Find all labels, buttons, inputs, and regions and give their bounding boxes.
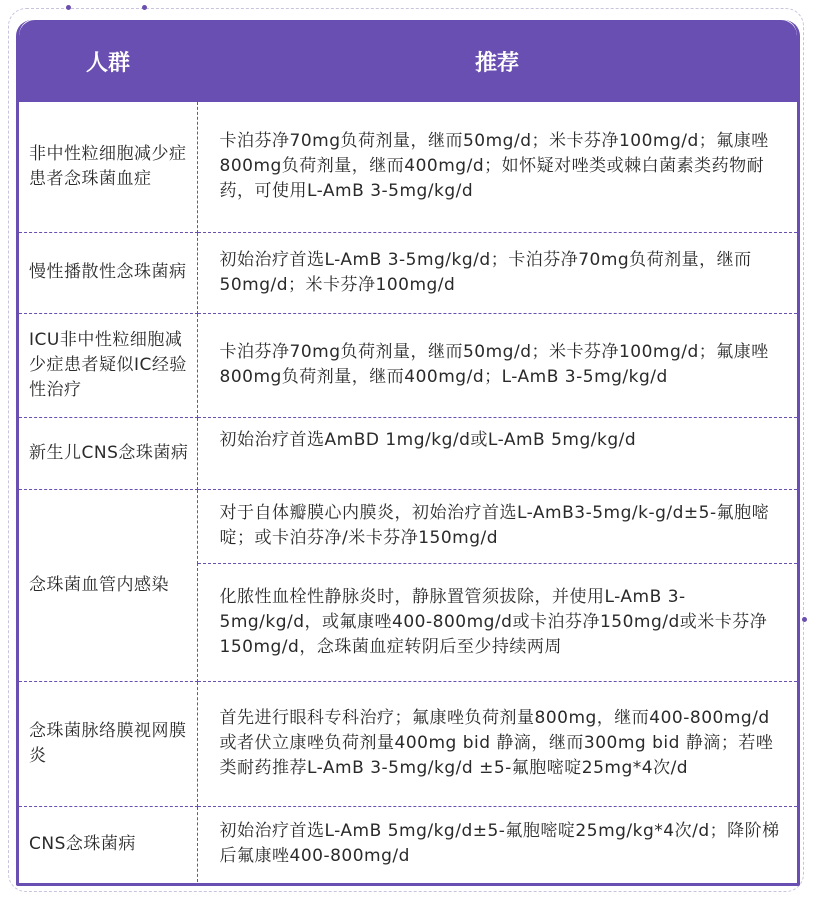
recommendation-cell: 卡泊芬净70mg负荷剂量，继而50mg/d；米卡芬净100mg/d；氟康唑800mg负荷剂量，继而400mg/d；L-AmB 3-5mg/kg/d [197,313,797,417]
group-cell: 念珠菌脉络膜视网膜炎 [19,681,197,806]
table-row [19,313,797,417]
decorative-dot [66,5,71,10]
group-cell: 念珠菌血管内感染 [19,489,197,681]
recommendation-cell: 首先进行眼科专科治疗；氟康唑负荷剂量800mg，继而400-800mg/d或者伏立康唑负荷剂量400mg bid 静滴，继而300mg bid 静滴；若唑类耐药推荐L-AmB 3-5mg/kg/d ±5-氟胞嘧啶25mg*4次/d [197,681,797,806]
decorative-dot [142,5,147,10]
table-row [19,681,797,806]
table-row [19,417,797,489]
header-group: 人群 [85,50,130,76]
header-recommendation: 推荐 [474,50,519,76]
recommendation-cell: 对于自体瓣膜心内膜炎，初始治疗首选L-AmB3-5mg/k-g/d±5-氟胞嘧啶；或卡泊芬净/米卡芬净150mg/d [197,489,797,563]
recommendation-cell: 初始治疗首选L-AmB 3-5mg/kg/d；卡泊芬净70mg负荷剂量，继而50mg/d；米卡芬净100mg/d [197,232,797,313]
recommendation-cell: 初始治疗首选AmBD 1mg/kg/d或L-AmB 5mg/kg/d [197,417,797,489]
table-row [19,102,797,232]
recommendation-cell: 化脓性血栓性静脉炎时，静脉置管须拔除，并使用L-AmB 3-5mg/kg/d，或氟康唑400-800mg/d或卡泊芬净150mg/d或米卡芬净150mg/d，念珠菌血症转阴后至少持续两周 [197,563,797,681]
group-cell: 非中性粒细胞减少症患者念珠菌血症 [19,102,197,232]
group-cell: CNS念珠菌病 [19,806,197,882]
recommendation-table [19,102,797,882]
group-cell: ICU非中性粒细胞减少症患者疑似IC经验性治疗 [19,313,197,417]
decorative-dot [802,617,807,622]
recommendation-cell: 卡泊芬净70mg负荷剂量，继而50mg/d；米卡芬净100mg/d；氟康唑800mg负荷剂量，继而400mg/d；如怀疑对唑类或棘白菌素类药物耐药，可使用L-AmB 3-5mg/kg/d [197,102,797,232]
table-header [19,20,797,102]
group-cell: 慢性播散性念珠菌病 [19,232,197,313]
recommendation-table-panel [16,20,800,886]
group-cell: 新生儿CNS念珠菌病 [19,417,197,489]
table-row [19,232,797,313]
table-row [19,806,797,882]
table-row [19,489,797,563]
recommendation-cell: 初始治疗首选L-AmB 5mg/kg/d±5-氟胞嘧啶25mg/kg*4次/d；降阶梯后氟康唑400-800mg/d [219,821,780,867]
